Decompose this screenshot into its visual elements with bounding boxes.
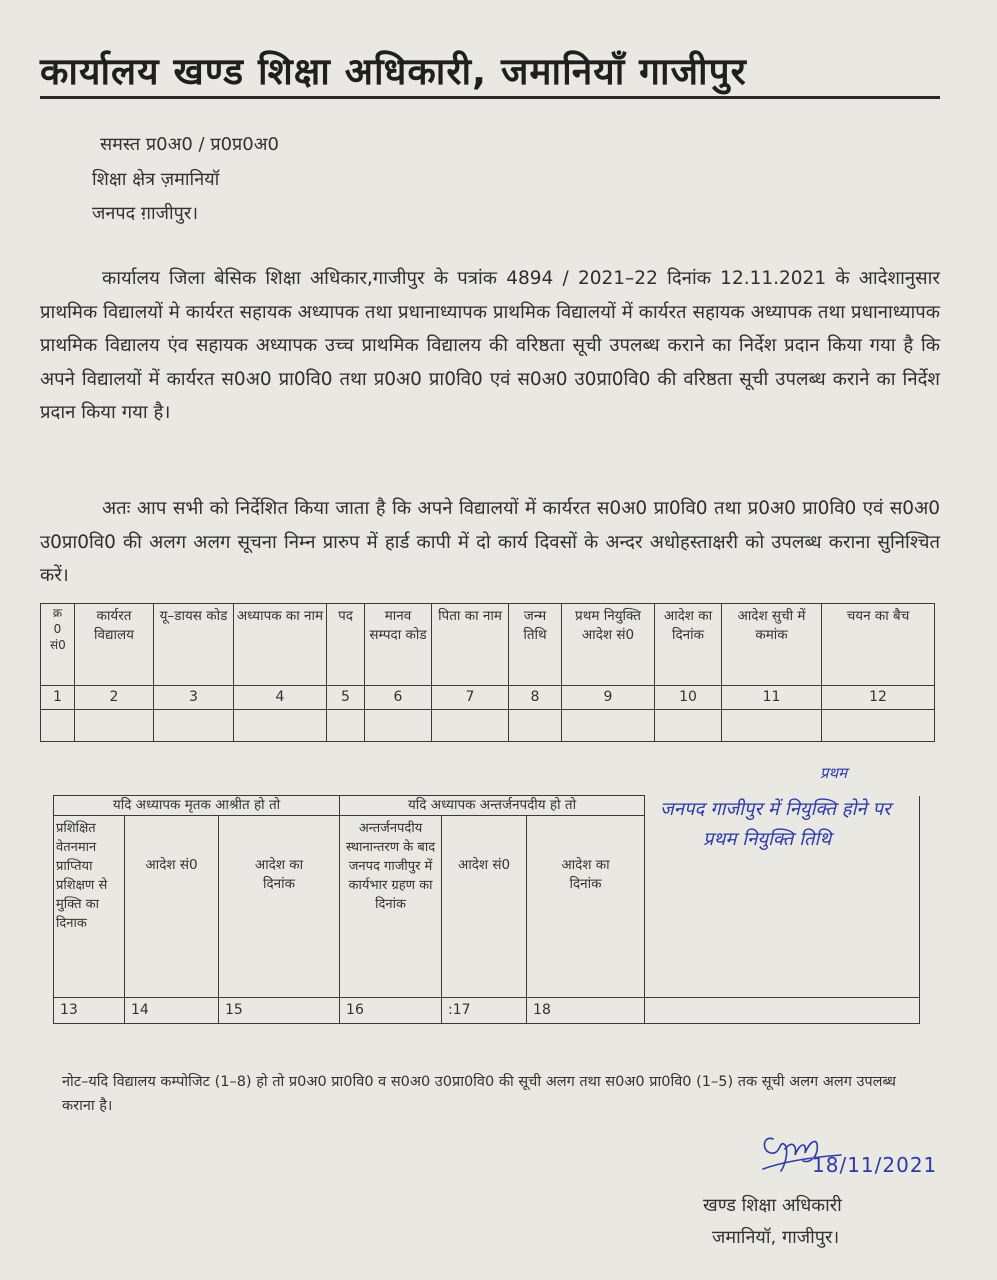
table1-empty-cell[interactable] — [75, 710, 154, 742]
table1-header-cell: पिता का नाम — [432, 604, 509, 686]
table1-empty-cell[interactable] — [365, 710, 432, 742]
table1-header-cell: आदेश का दिनांक — [655, 604, 722, 686]
table2-header-cell: आदेश का दिनांक — [219, 816, 340, 998]
table2-number-cell: 18 — [527, 998, 645, 1024]
table2-header-cell: अन्तर्जनपदीय स्थानान्तरण के बाद जनपद गाजीपुर में कार्यभार ग्रहण का दिनांक — [340, 816, 442, 998]
handwritten-above: प्रथम — [820, 764, 848, 782]
table1-header-cell: चयन का बैच — [822, 604, 935, 686]
table1-empty-cell[interactable] — [41, 710, 75, 742]
table1-number-cell: 10 — [655, 686, 722, 710]
handwritten-line-2: प्रथम नियुक्ति तिथि — [703, 829, 832, 850]
table1-header-row — [41, 604, 935, 686]
table1-empty-cell[interactable] — [722, 710, 822, 742]
table1-empty-cell[interactable] — [154, 710, 234, 742]
table2-number-row — [54, 998, 920, 1024]
table1-number-cell: 8 — [509, 686, 562, 710]
table2-group-interdistrict: यदि अध्यापक अन्तर्जनपदीय हो तो — [340, 796, 645, 816]
table1-number-cell: 5 — [327, 686, 365, 710]
table1-header-cell: जन्म तिथि — [509, 604, 562, 686]
addressee-line-1: समस्त प्र0अ0 / प्र0प्र0अ0 — [100, 134, 279, 155]
body-paragraph-1 — [40, 262, 940, 430]
table1-header-cell: यू–डायस कोड — [154, 604, 234, 686]
table1-number-cell: 3 — [154, 686, 234, 710]
seniority-table-1 — [40, 603, 935, 742]
table1-empty-cell[interactable] — [327, 710, 365, 742]
table1-number-cell: 2 — [75, 686, 154, 710]
table2-number-cell: 16 — [340, 998, 442, 1024]
table1-header-cell: कार्यरत विद्यालय — [75, 604, 154, 686]
signature-date: 18/11/2021 — [812, 1153, 938, 1177]
title-underline — [40, 96, 940, 99]
office-title: कार्यालय खण्ड शिक्षा अधिकारी, जमानियाँ गाजीपुर — [40, 50, 747, 93]
table1-number-cell: 9 — [562, 686, 655, 710]
signatory-place: जमानियॉ, गाजीपुर। — [712, 1227, 840, 1248]
table1-number-cell: 6 — [365, 686, 432, 710]
table1-number-cell: 11 — [722, 686, 822, 710]
table1-number-cell: 1 — [41, 686, 75, 710]
table2-number-cell: 15 — [219, 998, 340, 1024]
table1-header-cell: मानव सम्पदा कोड — [365, 604, 432, 686]
body-paragraph-1-text: कार्यालय जिला बेसिक शिक्षा अधिकार,गाजीपुर के पत्रांक 4894 / 2021–22 दिनांक 12.11.2021 के आदेशानुसार प्राथमिक विद्यालयों मे कार्यरत सहायक अध्यापक तथा प्रधानाध्यापक प्राथमिक विद्यालयों में कार्यरत सहायक अध्यापक तथा प्रधानाध्यापक प्राथमिक विद्यालय एंव सहायक अध्यापक उच्च प्राथमिक विद्यालय की वरिष्ठता सूची उपलब्ध कराने का निर्देश प्रदान किया गया है कि अपने विद्यालयों में कार्यरत स0अ0 प्रा0वि0 तथा प्र0अ0 प्रा0वि0 एवं स0अ0 उ0प्रा0वि0 की वरिष्ठता सूची उपलब्ध कराने का निर्देश प्रदान किया गया है। — [40, 268, 940, 423]
table2-header-cell: आदेश सं0 — [442, 816, 527, 998]
table2-empty-cell[interactable] — [645, 998, 920, 1024]
addressee-line-2: शिक्षा क्षेत्र ज़मानियॉ — [92, 169, 220, 190]
table2-number-cell: :17 — [442, 998, 527, 1024]
table1-number-cell: 7 — [432, 686, 509, 710]
table1-number-row — [41, 686, 935, 710]
table2-number-cell: 13 — [54, 998, 125, 1024]
table1-header-cell: आदेश सुची में कमांक — [722, 604, 822, 686]
table1-header-cell: अध्यापक का नाम — [234, 604, 327, 686]
table1-empty-cell[interactable] — [509, 710, 562, 742]
addressee-line-3: जनपद ग़ाजीपुर। — [92, 203, 199, 224]
table2-group-dependent: यदि अध्यापक मृतक आश्रीत हो तो — [54, 796, 340, 816]
table1-number-cell: 4 — [234, 686, 327, 710]
body-paragraph-2-text: अतः आप सभी को निर्देशित किया जाता है कि अपने विद्यालयों में कार्यरत स0अ0 प्रा0वि0 तथा प्र0अ0 प्रा0वि0 एवं स0अ0 उ0प्रा0वि0 की अलग अलग सूचना निम्न प्रारुप में हार्ड कापी में दो कार्य दिवसों के अन्दर अधोहस्ताक्षरी को उपलब्ध कराना सुनिश्चित करें। — [40, 498, 940, 586]
body-paragraph-2 — [40, 492, 940, 593]
table2-header-cell: आदेश सं0 — [125, 816, 219, 998]
table1-number-cell: 12 — [822, 686, 935, 710]
signatory-designation: खण्ड शिक्षा अधिकारी — [703, 1195, 842, 1216]
footnote: नोट–यदि विद्यालय कम्पोजिट (1–8) हो तो प्र0अ0 प्रा0वि0 व स0अ0 उ0प्रा0वि0 की सूची अलग तथा स0अ0 प्रा0वि0 (1–5) तक सूची अलग अलग उपलब्ध कराना है। — [62, 1074, 896, 1114]
table1-empty-cell[interactable] — [432, 710, 509, 742]
table1-header-cell: पद — [327, 604, 365, 686]
table1-header-cell: क्र0 सं0 — [41, 604, 75, 686]
table2-header-cell: प्रशिक्षित वेतनमान प्राप्तिया प्रशिक्षण से मुक्ति का दिनाक — [54, 816, 125, 998]
table1-header-cell: प्रथम नियुक्ति आदेश सं0 — [562, 604, 655, 686]
table1-empty-row — [41, 710, 935, 742]
table1-empty-cell[interactable] — [562, 710, 655, 742]
table2-number-cell: 14 — [125, 998, 219, 1024]
handwritten-line-1: जनपद गाजीपुर में नियुक्ति होने पर — [660, 799, 891, 820]
table1-empty-cell[interactable] — [234, 710, 327, 742]
table1-empty-cell[interactable] — [655, 710, 722, 742]
table1-empty-cell[interactable] — [822, 710, 935, 742]
table2-header-cell: आदेश का दिनांक — [527, 816, 645, 998]
